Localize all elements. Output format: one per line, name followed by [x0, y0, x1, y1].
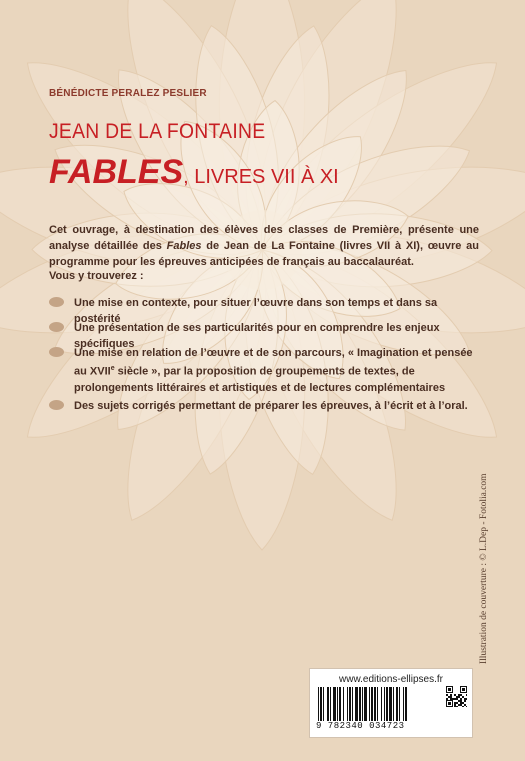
book-title-main: FABLES: [49, 153, 184, 191]
list-item-text: Une présentation de ses particularités pour en comprendre les enjeux spécifiques: [74, 322, 440, 350]
qr-module: [464, 704, 466, 706]
list-heading: Vous y trouverez :: [49, 270, 144, 282]
qr-module: [454, 706, 456, 707]
superscript-e: e: [110, 365, 115, 372]
list-item-text-b: siècle », par la proposition de groupements de textes, de prolongements littéraires et artistiques et de lectures complémentaires: [74, 365, 446, 394]
qr-module: [460, 698, 462, 700]
barcode-bar: [352, 687, 353, 721]
book-title: [49, 153, 339, 192]
barcode-bar: [389, 687, 392, 721]
barcode-bar: [339, 687, 341, 721]
qr-module: [450, 696, 452, 698]
book-author-title: JEAN DE LA FONTAINE: [49, 120, 266, 143]
qr-module: [466, 694, 467, 696]
intro-part2: de Jean de La Fontaine (livres VII à XI), œuvre au programme pour les épreuves anticipées de français au baccalauréat.: [49, 240, 480, 268]
qr-module: [456, 696, 458, 698]
barcode-bar: [337, 687, 338, 721]
intro-part1: Cet ouvrage, à destination des élèves des classes de Première, présente une analyse détaillée des: [49, 224, 479, 252]
bullet-oval-icon: [49, 400, 64, 410]
qr-module: [448, 696, 450, 698]
bullet-oval-icon: [49, 297, 64, 307]
barcode-bar: [396, 687, 398, 721]
qr-module: [464, 700, 466, 702]
qr-module: [452, 698, 454, 700]
barcode-bar: [318, 687, 319, 721]
barcode-bar: [384, 687, 385, 721]
barcode-bar: [377, 687, 378, 721]
qr-module: [466, 706, 467, 707]
barcode-bar: [386, 687, 388, 721]
qr-module: [460, 704, 462, 706]
qr-module: [454, 698, 456, 700]
list-item-text: Des sujets corrigés permettant de préparer les épreuves, à l’écrit et à l’oral.: [74, 400, 468, 412]
barcode-bar: [327, 687, 329, 721]
bullet-oval-icon: [49, 347, 64, 357]
qr-module: [450, 698, 452, 700]
qr-module: [460, 702, 462, 704]
qr-module: [454, 704, 456, 706]
barcode-bar: [371, 687, 373, 721]
qr-module: [454, 702, 456, 704]
barcode-bar: [362, 687, 363, 721]
barcode-bar: [405, 687, 407, 721]
list-item: [49, 398, 479, 414]
intro-paragraph: [49, 222, 479, 270]
barcode-label: [309, 668, 473, 738]
qr-module: [458, 694, 460, 696]
barcode-bar: [349, 687, 351, 721]
qr-module: [458, 700, 460, 702]
barcode-bar: [381, 687, 382, 721]
qr-module: [466, 698, 467, 700]
publisher-website: www.editions-ellipses.fr: [339, 674, 443, 685]
qr-module: [450, 694, 452, 696]
barcode-bar: [399, 687, 400, 721]
barcode-bar: [355, 687, 358, 721]
qr-module: [454, 694, 456, 696]
isbn-number: 9 782340 034723: [316, 721, 405, 731]
qr-code-icon: [446, 686, 467, 707]
qr-module: [456, 698, 458, 700]
barcode-bar: [323, 687, 324, 721]
qr-module: [462, 688, 465, 691]
qr-module: [446, 698, 448, 700]
list-item-text-a: Une mise en relation de l’œuvre et de son parcours, « Imagination et pensée au XVII: [74, 347, 473, 378]
barcode-bar: [343, 687, 344, 721]
qr-module: [448, 702, 451, 705]
barcode-bar: [347, 687, 348, 721]
bullet-oval-icon: [49, 322, 64, 332]
list-item-text: [74, 345, 479, 396]
barcode-bar: [330, 687, 331, 721]
qr-module: [464, 698, 466, 700]
qr-module: [456, 702, 458, 704]
barcode-bar: [359, 687, 361, 721]
qr-module: [458, 696, 460, 698]
list-item-text: Une mise en contexte, pour situer l’œuvre dans son temps et dans sa postérité: [74, 297, 438, 325]
barcode-bar: [374, 687, 376, 721]
qr-module: [460, 694, 462, 696]
qr-module: [462, 706, 464, 707]
qr-module: [448, 688, 451, 691]
barcode-bar: [320, 687, 322, 721]
qr-module: [462, 702, 464, 704]
book-title-sub: , LIVRES VII À XI: [183, 166, 339, 188]
barcode-bar: [333, 687, 336, 721]
qr-module: [460, 700, 462, 702]
author-name: BÉNÉDICTE PERALEZ PESLIER: [49, 88, 207, 99]
qr-module: [446, 694, 448, 696]
barcode-bar: [364, 687, 367, 721]
barcode-bar: [403, 687, 404, 721]
list-item: [49, 345, 479, 396]
barcode-bar: [369, 687, 370, 721]
intro-italic-fables: Fables: [166, 240, 202, 252]
illustration-credit: Illustration de couverture : © L.Dep - Fotolia.com: [479, 473, 489, 664]
qr-module: [458, 704, 460, 706]
qr-module: [456, 706, 458, 707]
barcode-icon: [316, 687, 442, 721]
qr-module: [462, 696, 464, 698]
barcode-bar: [393, 687, 394, 721]
